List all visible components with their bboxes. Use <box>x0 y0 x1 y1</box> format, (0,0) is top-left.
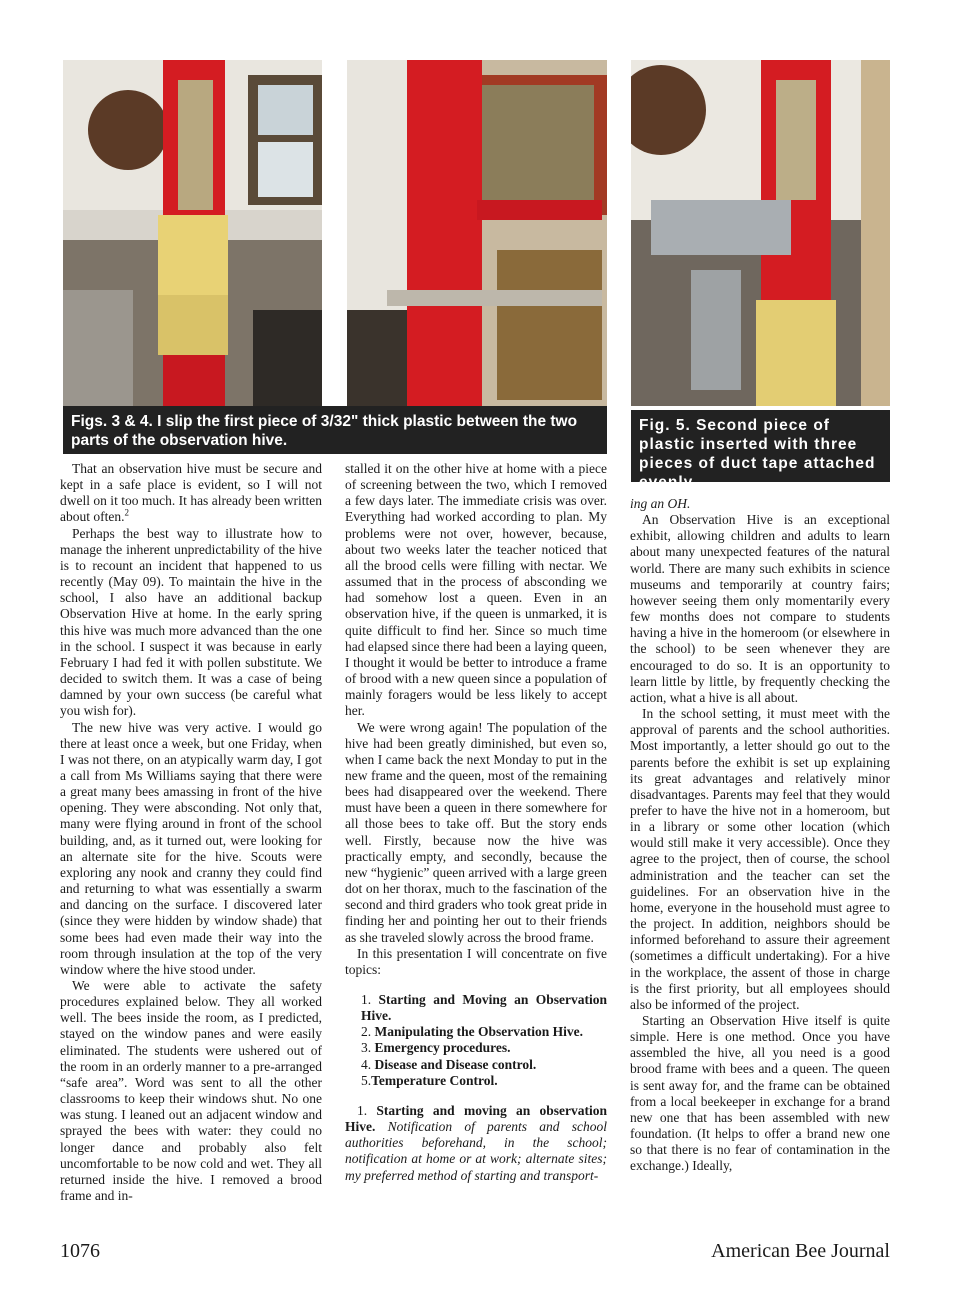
paragraph: stalled it on the other hive at home with a piece of screening between the two, which I removed a few days later. The immediate crisis was over. Everything had worked according to plan. My problems were not over, however, because, about two weeks later the teacher noticed that all the brood cells were filling with nectar. We assumed that in the process of absconding we had somehow lost a queen. Even in an observation hive, if the queen is unmarked, it is quite difficult to find her. Since so much time had elapsed since there had been a laying queen, I thought it would be better to introduce a frame of brood with a new queen since a population of mainly foragers would be less likely to accept her. <box>345 461 608 719</box>
list-item: 4. Disease and Disease control. <box>361 1056 537 1072</box>
list-item: 3. Emergency procedures. <box>361 1040 511 1056</box>
column-2 <box>345 461 607 1184</box>
list-item: 5.Temperature Control. <box>361 1072 498 1088</box>
paragraph: Perhaps the best way to illustrate how to manage the inherent unpredictability of the hive is to recount an incident that happened to us recently (May 09). To maintain the hive in the school, I also have an additional backup Observation Hive at home. In the early spring this hive was much more advanced than the one in the school. I suspect it was because in early February I had fed it with pollen substitute. We decided to switch them. It was a case of being damned by your own success (be careful what you wish for). <box>60 525 322 719</box>
page-number: 1076 <box>60 1240 100 1262</box>
paragraph: In the school setting, it must meet with the approval of parents and the school authorities. Most importantly, a letter should go out to the parents before the exhibit is set up explaining its great advantages and relatively minor disadvantages. Parents may feel that they would prefer to have the hive not in a homeroom, but in a library or some other location (which would still make it very accessible). Once they agree to the project, then of course, the school administration and the teacher can set the guidelines. For an observation hive in the home, everyone in the household must agree to the project. In addition, neighbors should be informed beforehand to assure their agreement (sometimes a difficult undertaking). For a hive in the workplace, the assent of those in charge is the first priority, but all employees should also be informed of the project. <box>630 706 890 1012</box>
figure-5-photo <box>631 60 890 406</box>
journal-name: American Bee Journal <box>711 1240 890 1262</box>
list-item: 1. Starting and Moving an Observation Hive. <box>361 992 607 1024</box>
figure-5-caption: Fig. 5. Second piece of plastic inserted with three pieces of duct tape attached evenly. <box>631 410 890 482</box>
section-heading-paragraph: 1. Starting and moving an observation Hive. Notification of parents and school authorities beforehand, in the school; notification at home or at work; alternate sites; my preferred method of starting and transport- <box>345 1102 608 1183</box>
figure-3-photo <box>63 60 322 406</box>
column-3 <box>630 496 890 1175</box>
paragraph: Starting an Observation Hive itself is quite simple. Here is one method. Once you have assembled the hive, all you need is a good brood frame with bees and a queen. The queen is sent away for, and the frame can be obtained from a local beekeeper in exchange for a brand new one that has been assembled with new foundation. (It helps to offer a brand new one so that there is no fear of contamination in the exchange.) Ideally, <box>630 1013 890 1174</box>
footnote-ref: 2 <box>124 507 129 518</box>
paragraph: We were able to activate the safety procedures explained below. They all worked well. The bees inside the room, as I predicted, stayed on the window panes and were easily eliminated. The students were ushered out of the room in an orderly manner to a pre-arranged “safe area”. Word was sent to all the other classrooms to keep their windows shut. No one was stung. I leaned out an adjacent window and sprayed the bees with water: they could no longer dance and probably also felt uncomfortable to be now cold and wet. They all returned inside the hive. I removed a brood frame and in- <box>60 978 322 1204</box>
list-item: 2. Manipulating the Observation Hive. <box>361 1024 584 1040</box>
paragraph: We were wrong again! The population of the hive had been greatly diminished, but even so, when I came back the next Monday to put in the new frame and the queen, most of the remaining bees had disappeared over the weekend. There must have been a queen in there somewhere for all those bees to take off. But the story ends well. Firstly, because now the hive was practically empty, and secondly, because the new “hygienic” queen arrived with a large green dot on her thorax, much to the fascination of the second and third graders who took great pride in finding her and pointing her out to their friends as she traveled slowly across the brood frame. <box>345 719 607 945</box>
topics-list <box>345 992 607 1089</box>
column-1 <box>60 461 322 1204</box>
paragraph: The new hive was very active. I would go there at least once a week, but one Friday, when I was not there, on an atypically warm day, I got a call from Ms Williams saying that there were a great many bees amassing in front of the hive opening. They were absconding. Not only that, many were flying around in front of the school building, and, as it turned out, were looking for an alternate site for the hive. Scouts were exploring any nook and cranny they could find and returning to what was essentially a swarm and dancing on the surface. I discovered later (since they were hidden by window shade) that some bees had even made their way into the room through insulation at the top of the very window where the hive stood under. <box>60 719 322 977</box>
paragraph: An Observation Hive is an exceptional exhibit, allowing children and adults to learn about many unexpected features of the natural world. There are many such exhibits in science museums and temporarily at country fairs; however seeing them only momentarily every few months does not compare to students having a hive in the homeroom (or elsewhere in the school) to be seen whenever they are encouraged to do so. It is an opportunity to learn little by little, by frequently checking the action, what a hive is all about. <box>630 512 890 705</box>
paragraph: In this presentation I will concentrate on five topics: <box>345 945 607 977</box>
paragraph: ing an OH. <box>630 496 691 511</box>
figure-3-4-caption: Figs. 3 & 4. I slip the first piece of 3/32" thick plastic between the two parts of the observation hive. <box>63 406 607 454</box>
figure-4-photo <box>347 60 607 406</box>
paragraph: That an observation hive must be secure and kept in a safe place is evident, so I will not dwell on it too much. It has already been written about often.$^2$ <box>60 461 322 525</box>
